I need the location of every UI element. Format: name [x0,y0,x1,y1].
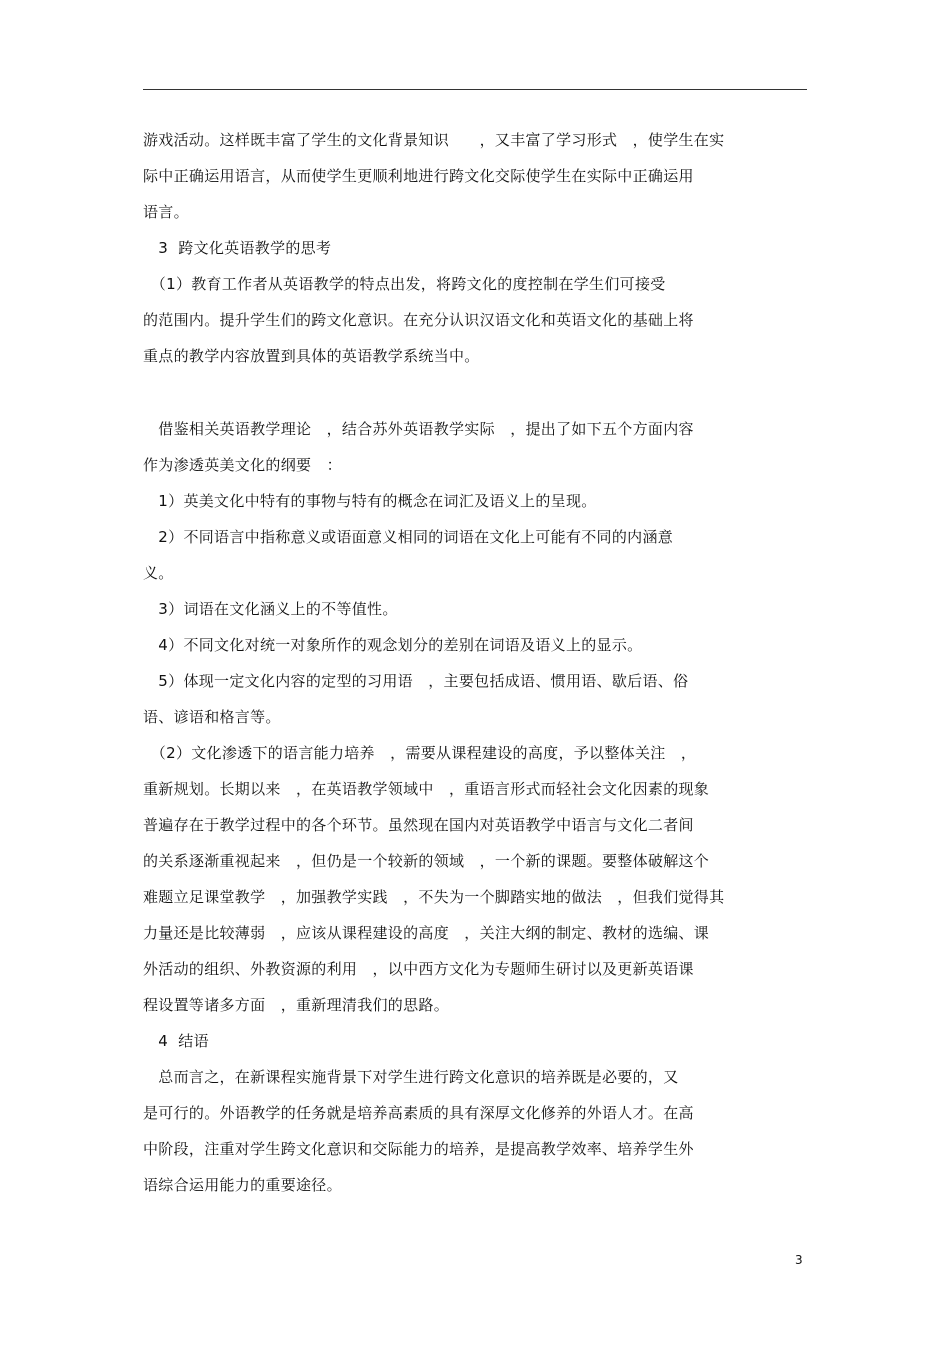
text-line: 语综合运用能力的重要途径。 [143,1176,342,1194]
list-item: 3）词语在文化涵义上的不等值性。 [143,600,398,618]
list-item: 2）不同语言中指称意义或语面意义相同的词语在文化上可能有不同的内涵意 [143,528,674,546]
text-line: 普遍存在于教学过程中的各个环节。虽然现在国内对英语教学中语言与文化二者间 [143,816,694,834]
header-rule [143,89,807,90]
text-line: 作为渗透英美文化的纲要 ： [143,456,342,474]
text-line: 际中正确运用语言，从而使学生更顺利地进行跨文化交际使学生在实际中正确运用 [143,167,694,185]
list-item: 4）不同文化对统一对象所作的观念划分的差别在词语及语义上的显示。 [143,636,643,654]
text-line: （2）文化渗透下的语言能力培养 ，需要从课程建设的高度，予以整体关注 ， [143,744,697,762]
page-number: 3 [795,1253,803,1267]
section-heading: 4 结语 [143,1032,209,1050]
text-line: 总而言之，在新课程实施背景下对学生进行跨文化意识的培养既是必要的，又 [143,1068,679,1086]
text-line: 程设置等诸多方面 ，重新理清我们的思路。 [143,996,450,1014]
text-line: 外活动的组织、外教资源的利用 ，以中西方文化为专题师生研讨以及更新英语课 [143,960,694,978]
list-item: 1）英美文化中特有的事物与特有的概念在词汇及语义上的呈现。 [143,492,597,510]
text-line: 是可行的。外语教学的任务就是培养高素质的具有深厚文化修养的外语人才。在高 [143,1104,694,1122]
text-line: （1）教育工作者从英语教学的特点出发，将跨文化的度控制在学生们可接受 [143,275,666,293]
text-line: 中阶段，注重对学生跨文化意识和交际能力的培养，是提高教学效率、培养学生外 [143,1140,694,1158]
section-heading: 3 跨文化英语教学的思考 [143,239,332,257]
text-line: 语、谚语和格言等。 [143,708,281,726]
text-line: 义。 [143,564,174,582]
list-item: 5）体现一定文化内容的定型的习用语 ，主要包括成语、惯用语、歇后语、俗 [143,672,689,690]
text-line: 借鉴相关英语教学理论 ，结合苏外英语教学实际 ，提出了如下五个方面内容 [143,420,694,438]
text-line: 重新规划。长期以来 ，在英语教学领域中 ，重语言形式而轻社会文化因素的现象 [143,780,710,798]
text-line: 的关系逐渐重视起来 ，但仍是一个较新的领域 ，一个新的课题。要整体破解这个 [143,852,710,870]
text-line: 语言。 [143,203,189,221]
text-line: 难题立足课堂教学 ，加强教学实践 ，不失为一个脚踏实地的做法 ，但我们觉得其 [143,888,725,906]
text-line: 游戏活动。这样既丰富了学生的文化背景知识 ，又丰富了学习形式 ，使学生在实 [143,131,725,149]
text-line: 的范围内。提升学生们的跨文化意识。在充分认识汉语文化和英语文化的基础上将 [143,311,694,329]
text-line: 力量还是比较薄弱 ，应该从课程建设的高度 ，关注大纲的制定、教材的选编、课 [143,924,710,942]
text-line: 重点的教学内容放置到具体的英语教学系统当中。 [143,347,480,365]
